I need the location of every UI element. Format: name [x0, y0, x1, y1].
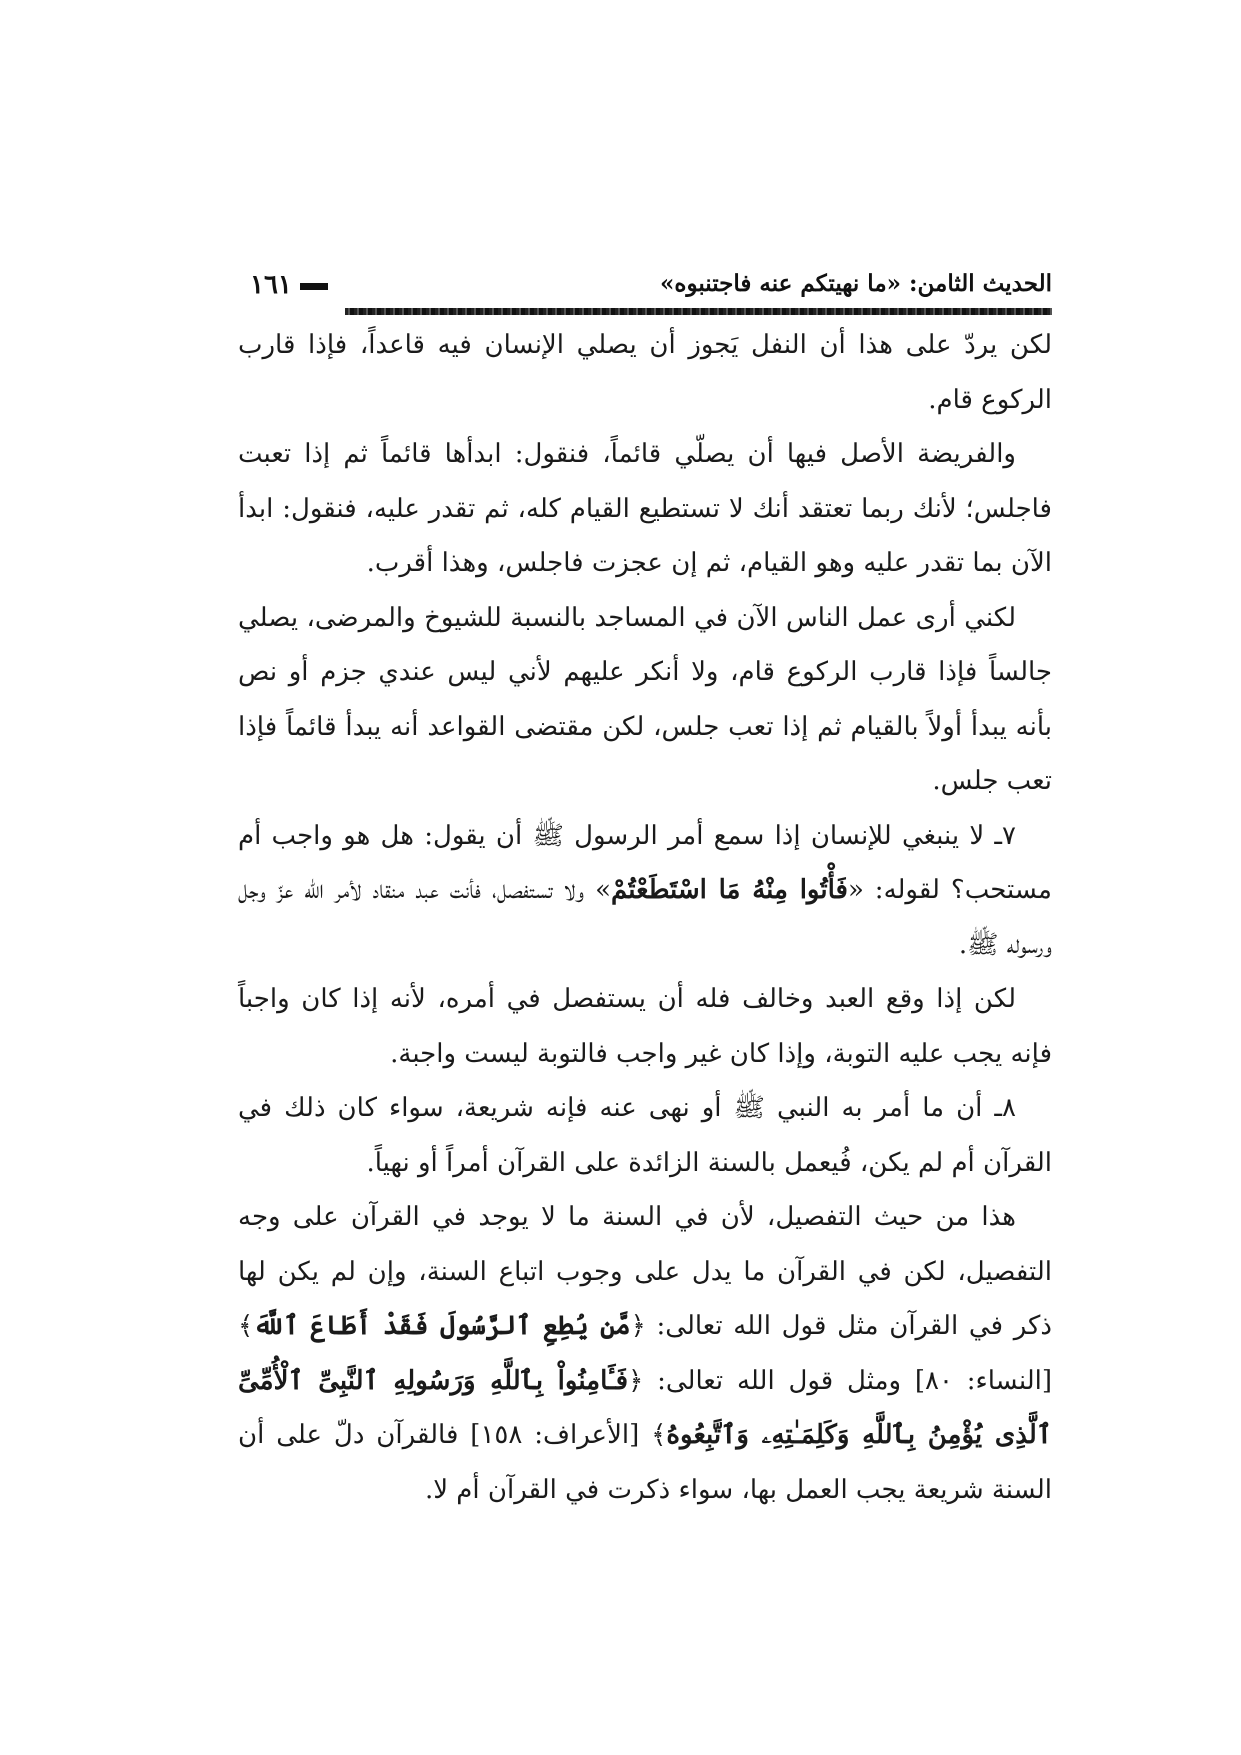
paragraph-text: لكن إذا وقع العبد وخالف فله أن يستفصل في أمره، لأنه إذا كان واجباً فإنه يجب عليه التوبة، وإذا كان غير واجب فالتوبة ليست واجبة.: [238, 984, 1052, 1069]
quoted-text: فَـَٔامِنُواْ بِٱللَّهِ وَرَسُولِهِ ٱلنَّبِىِّ ٱلْأُمِّىِّ ٱلَّذِى يُؤْمِنُ بِٱللَّهِ وَكَلِمَـٰتِهِۦ وَٱتَّبِعُوهُ: [238, 1365, 1052, 1450]
paragraph: [238, 1081, 1052, 1190]
running-header: [250, 268, 1052, 318]
paragraph: [238, 591, 1052, 809]
paragraph-text: هذا من حيث التفصيل، لأن في السنة ما لا يوجد في القرآن على وجه التفصيل، لكن في القرآن ما يدل على وجوب اتباع السنة، وإن لم يكن لها ذكر في القرآن مثل قول الله تعالى: ﴿: [238, 1202, 1052, 1341]
paragraph: [238, 318, 1052, 427]
header-rule: [345, 308, 1052, 315]
body-text: [238, 318, 1052, 1517]
paragraph: [238, 1190, 1052, 1517]
quoted-text: فَأْتُوا مِنْهُ مَا اسْتَطَعْتُمْ: [611, 875, 848, 905]
paragraph-text: لكني أرى عمل الناس الآن في المساجد بالنسبة للشيوخ والمرضى، يصلي جالساً فإذا قارب الركوع قام، ولا أنكر عليهم لأني ليس عندي جزم أو نص بأنه يبدأ أولاً بالقيام ثم إذا تعب جلس، لكن مقتضى القواعد أنه يبدأ قائماً فإذا تعب جلس.: [238, 602, 1052, 796]
paragraph-text: لكن يردّ على هذا أن النفل يَجوز أن يصلي الإنسان فيه قاعداً، فإذا قارب الركوع قام.: [238, 330, 1052, 415]
paragraph-text: ٨ـ أن ما أمر به النبي ﷺ أو نهى عنه فإنه شريعة، سواء كان ذلك في القرآن أم لم يكن، فُيعمل بالسنة الزائدة على القرآن أمراً أو نهياً.: [238, 1093, 1052, 1178]
paragraph-text: ﴾ [الأعراف: ١٥٨] فالقرآن دلّ على أن السنة شريعة يجب العمل بها، سواء ذكرت في القرآن أم لا.: [238, 1420, 1052, 1505]
paragraph: [238, 972, 1052, 1081]
page-number: ١٦١: [250, 270, 328, 300]
paragraph: [238, 427, 1052, 591]
paragraph: [238, 809, 1052, 973]
paragraph-text: ﴾ [النساء: ٨٠] ومثل قول الله تعالى: ﴿: [238, 1311, 1052, 1396]
quoted-text: مَّن يُطِعِ ٱلرَّسُولَ فَقَدْ أَطَاعَ ٱللَّهَ: [253, 1311, 631, 1341]
paragraph-text: والفريضة الأصل فيها أن يصلّي قائماً، فنقول: ابدأها قائماً ثم إذا تعبت فاجلس؛ لأنك ربما تعتقد أنك لا تستطيع القيام كله، ثم تقدر عليه، فنقول: ابدأ الآن بما تقدر عليه وهو القيام، ثم إن عجزت فاجلس، وهذا أقرب.: [238, 439, 1052, 578]
paragraph-text: ٧ـ لا ينبغي للإنسان إذا سمع أمر الرسول ﷺ أن يقول: هل هو واجب أم مستحب؟ لقوله: «: [238, 820, 1052, 905]
running-title: الحديث الثامن: «ما نهيتكم عنه فاجتنبوه»: [660, 270, 1052, 297]
paragraph-text: » ولا تستفصل، فأنت عبد منقاد لأمر الله عزّ وجل ورسوله ﷺ.: [238, 875, 1052, 960]
